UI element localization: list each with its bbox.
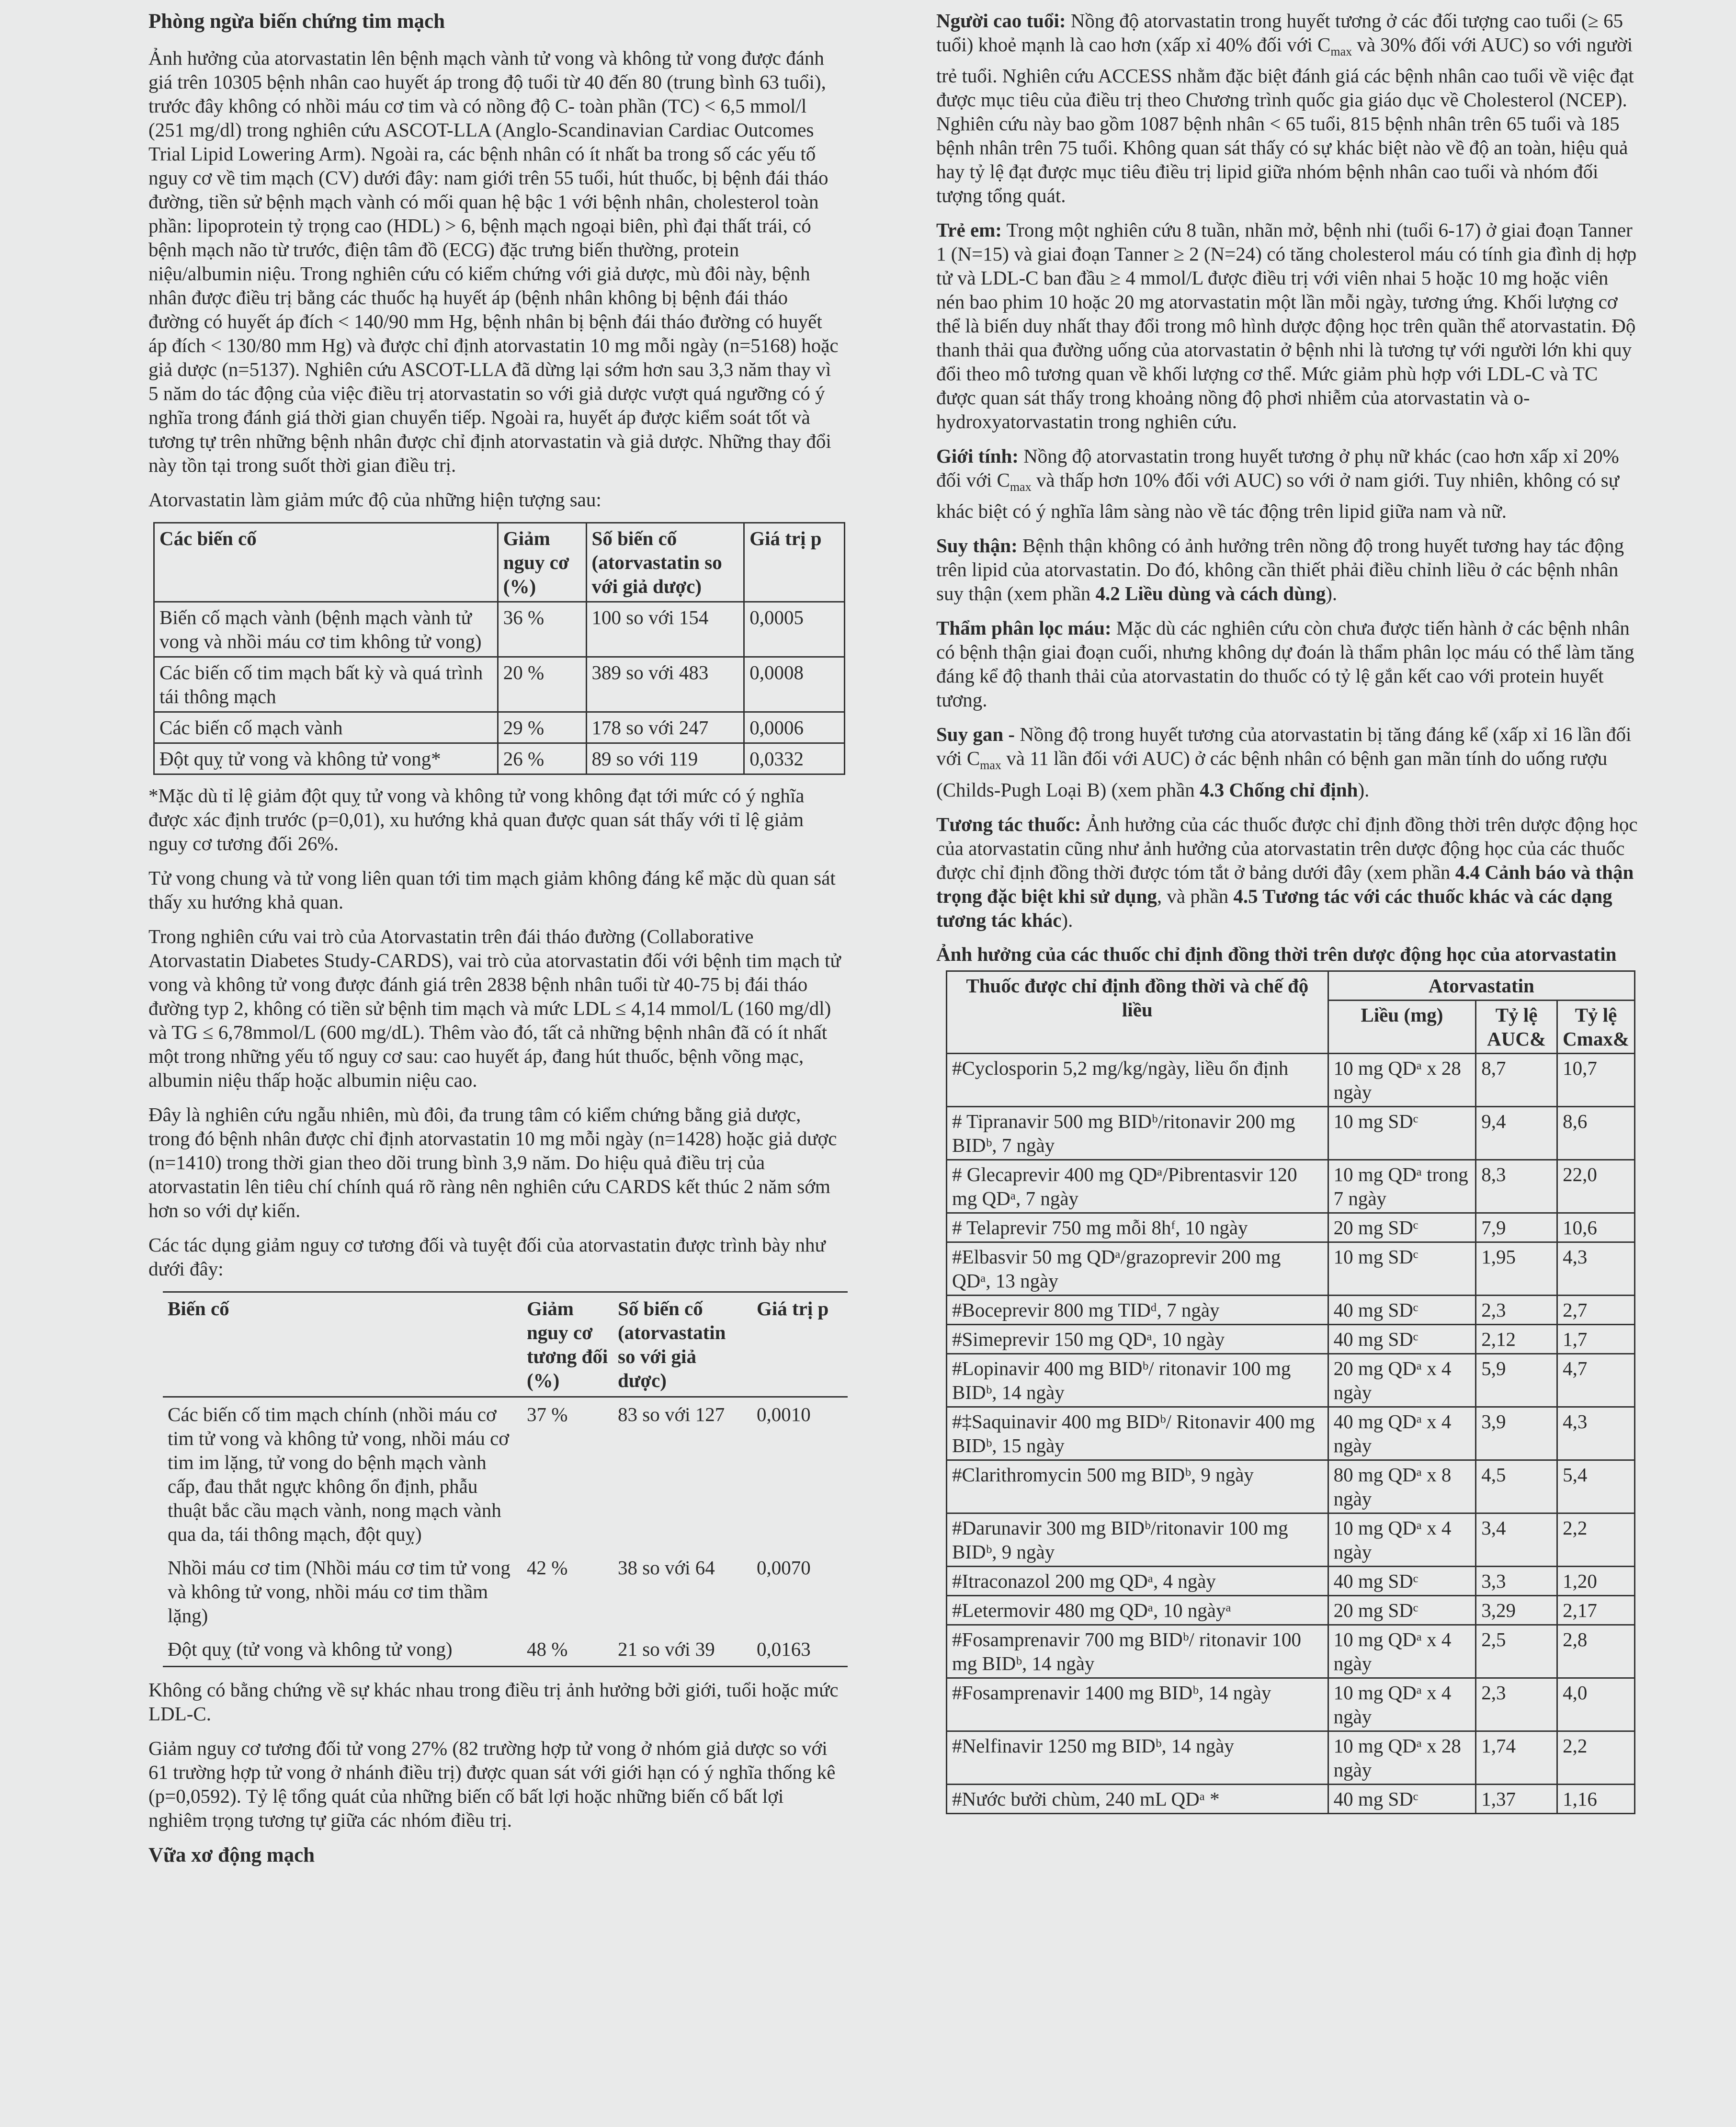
text-children: Trong một nghiên cứu 8 tuần, nhãn mở, bệnh nhi (tuổi 6-17) ở giai đoạn Tanner 1 (N=15) và giai đoạn Tanner ≥ 2 (N=24) có tăng cholesterol máu có tính gia đình dị hợp tử và LDL-C ban đầu ≥ 4 mmol/L được điều trị với viên nhai 5 hoặc 10 mg hoặc viên nén bao phim 10 hoặc 20 mg atorvastatin một lần mỗi ngày, tương ứng. Khối lượng cơ thể là biến duy nhất thay đổi trong mô hình dược động học trên quần thể atorvastatin. Độ thanh thải qua đường uống của atorvastatin ở bệnh nhi là tương tự với người lớn khi quy đổi theo mô tương quan về khối lượng cơ thể. Mức giảm phù hợp với LDL-C và TC được quan sát thấy trong khoảng nồng độ phơi nhiễm của atorvastatin và o-hydroxyatorvastatin trong nghiên cứu. bbox=[936, 219, 1637, 433]
table-header-cell: Giảm nguy cơ (%) bbox=[498, 523, 586, 602]
table-cell: 0,0010 bbox=[757, 1403, 811, 1425]
table-cell: 1,95 bbox=[1476, 1242, 1557, 1295]
table-cell: # Tipranavir 500 mg BIDᵇ/ritonavir 200 mg BIDᵇ, 7 ngày bbox=[947, 1106, 1328, 1160]
ref-interactions: 4.5 Tương tác với các thuốc khác và các dạng tương tác khác bbox=[936, 885, 1612, 931]
table-cards-events bbox=[163, 1291, 848, 1667]
subscript-max: max bbox=[1330, 45, 1352, 59]
table-cell: 10 mg QDᵃ x 4 ngày bbox=[1328, 1678, 1476, 1731]
table-header-cell: Giảm nguy cơ tương đối (%) bbox=[522, 1292, 613, 1397]
table-cell: 2,8 bbox=[1557, 1625, 1635, 1678]
table-cell: #Darunavir 300 mg BIDᵇ/ritonavir 100 mg BIDᵇ, 9 ngày bbox=[947, 1513, 1328, 1566]
text-elderly-b: và 30% đối với AUC) so với người trẻ tuổi. Nghiên cứu ACCESS nhằm đặc biệt đánh giá các bệnh nhân cao tuổi về việc đạt được mục tiêu của điều trị theo Chương trình quốc gia giáo dục về Cholesterol (NCEP). Nghiên cứu này bao gồm 1087 bệnh nhân < 65 tuổi, 815 bệnh nhân trên 65 tuổi và 185 bệnh nhân trên 75 tuổi. Không quan sát thấy có sự khác biệt nào về độ an toàn, hiệu quả hay tỷ lệ đạt được mục tiêu điều trị lipid giữa nhóm bệnh nhân cao tuổi và nhóm đối tượng tổng quát. bbox=[936, 34, 1634, 207]
table-cell: Đột quỵ tử vong và không tử vong* bbox=[154, 743, 498, 774]
table-header-cell: Giá trị p bbox=[744, 523, 845, 602]
table-cell: Các biến cố tim mạch bất kỳ và quá trình tái thông mạch bbox=[154, 657, 498, 712]
table-cell: 1,74 bbox=[1476, 1731, 1557, 1784]
table-cell: 2,7 bbox=[1557, 1295, 1635, 1324]
text-elderly-a: Nồng độ atorvastatin trong huyết tương ở các đối tượng cao tuổi (≥ 65 tuổi) khoẻ mạnh là cao hơn (xấp xỉ 40% đối với C bbox=[936, 10, 1623, 56]
paragraph-interactions bbox=[936, 812, 1640, 932]
table-cell: 10 mg QDᵃ trong 7 ngày bbox=[1328, 1160, 1476, 1213]
footnote-stroke: *Mặc dù tỉ lệ giảm đột quỵ tử vong và không tử vong không đạt tới mức có ý nghĩa được xác định trước (p=0,01), xu hướng khả quan được quan sát thấy với tỉ lệ giảm nguy cơ tương đối 26%. bbox=[148, 785, 805, 854]
table-cell: # Glecaprevir 400 mg QDᵃ/Pibrentasvir 120 mg QDᵃ, 7 ngày bbox=[947, 1160, 1328, 1213]
table-cell: 1,37 bbox=[1476, 1784, 1557, 1813]
paragraph-elderly bbox=[936, 9, 1640, 207]
paragraph-no-difference: Không có bằng chứng về sự khác nhau trong điều trị ảnh hưởng bởi giới, tuổi hoặc mức LDL-C. bbox=[148, 1679, 839, 1725]
table-cell: 29 % bbox=[498, 712, 586, 743]
table1-intro: Atorvastatin làm giảm mức độ của những hiện tượng sau: bbox=[148, 489, 601, 511]
table-cell: 2,17 bbox=[1557, 1595, 1635, 1625]
text-interactions: Ảnh hưởng của các thuốc được chỉ định đồng thời trên dược động học của atorvastatin cũng như ảnh hưởng của atorvastatin trên dược động học của các thuốc được chỉ định đồng thời được tóm tắt ở bảng dưới đây (xem phần bbox=[936, 813, 1638, 883]
table-cell: 10 mg SDᶜ bbox=[1328, 1242, 1476, 1295]
label-renal: Suy thận: bbox=[936, 535, 1018, 557]
paragraph-cards-design: Đây là nghiên cứu ngẫu nhiên, mù đôi, đa trung tâm có kiểm chứng bằng giả dược, trong đó bệnh nhân được chỉ định atorvastatin 10 mg mỗi ngày (n=1428) hoặc giả dược (n=1410) trong thời gian theo dõi trung bình 3,9 năm. Do hiệu quả điều trị của atorvastatin lên tiêu chí chính quá rõ ràng nên nghiên cứu CARDS kết thúc 2 năm sớm hơn so với dự kiến. bbox=[148, 1103, 837, 1221]
table-cell: 8,7 bbox=[1476, 1053, 1557, 1106]
table-cell: 10 mg SDᶜ bbox=[1328, 1106, 1476, 1160]
table-ascot-events bbox=[153, 522, 845, 775]
table-row bbox=[947, 1160, 1635, 1213]
table3-title: Ảnh hưởng của các thuốc chỉ định đồng thời trên dược động học của atorvastatin bbox=[936, 943, 1617, 965]
table-cell: #Nelfinavir 1250 mg BIDᵇ, 14 ngày bbox=[947, 1731, 1328, 1784]
text-renal: Bệnh thận không có ảnh hưởng trên nồng độ trong huyết tương hay tác động trên lipid của atorvastatin. Do đó, không cần thiết phải điều chỉnh liều ở các bệnh nhân suy thận (xem phần bbox=[936, 535, 1624, 605]
table-cell: 0,0006 bbox=[744, 712, 845, 743]
table-cell: #Fosamprenavir 700 mg BIDᵇ/ ritonavir 100 mg BIDᵇ, 14 ngày bbox=[947, 1625, 1328, 1678]
table-row bbox=[947, 1407, 1635, 1460]
text-gender-b: và thấp hơn 10% đối với AUC) so với ở nam giới. Tuy nhiên, không có sự khác biệt có ý nghĩa lâm sàng nào về tác động trên lipid giữa nam và nữ. bbox=[936, 469, 1619, 523]
table-row bbox=[163, 1397, 848, 1551]
table-cell: #Fosamprenavir 1400 mg BIDᵇ, 14 ngày bbox=[947, 1678, 1328, 1731]
paragraph-mortality: Tử vong chung và tử vong liên quan tới tim mạch giảm không đáng kể mặc dù quan sát thấy xu hướng khả quan. bbox=[148, 867, 836, 913]
table-cell: #‡Saquinavir 400 mg BIDᵇ/ Ritonavir 400 mg BIDᵇ, 15 ngày bbox=[947, 1407, 1328, 1460]
table-cell: 89 so với 119 bbox=[586, 743, 744, 774]
table-cell: #Letermovir 480 mg QDᵃ, 10 ngàyᵃ bbox=[947, 1595, 1328, 1625]
table-cell: 10 mg QDᵃ x 4 ngày bbox=[1328, 1513, 1476, 1566]
table-row bbox=[947, 1295, 1635, 1324]
text-hepatic-a: Nồng độ trong huyết tương của atorvastatin bị tăng đáng kể (xấp xỉ 16 lần đối với C bbox=[936, 723, 1632, 770]
table-row bbox=[947, 1053, 1635, 1106]
table-header-cell: Biến cố bbox=[163, 1292, 522, 1397]
table-header-drug: Thuốc được chỉ định đồng thời và chế độ liều bbox=[947, 971, 1328, 1053]
table-cell: 40 mg SDᶜ bbox=[1328, 1295, 1476, 1324]
table-header-row bbox=[163, 1292, 848, 1397]
table-cell: 2,3 bbox=[1476, 1678, 1557, 1731]
table-cell: 0,0070 bbox=[757, 1557, 811, 1579]
table-cell: #Nước bưởi chùm, 240 mL QDᵃ * bbox=[947, 1784, 1328, 1813]
table-cell: 389 so với 483 bbox=[586, 657, 744, 712]
left-column bbox=[148, 9, 843, 1880]
table-cell: 1,7 bbox=[1557, 1324, 1635, 1354]
table-row bbox=[947, 1513, 1635, 1566]
table-row bbox=[154, 743, 845, 774]
table-cell: 100 so với 154 bbox=[586, 602, 744, 657]
table-cell: 4,3 bbox=[1557, 1407, 1635, 1460]
table-cell: 7,9 bbox=[1476, 1213, 1557, 1242]
table-row bbox=[947, 1213, 1635, 1242]
table-header-cell: Số biến cố (atorvastatin so với giả dược) bbox=[613, 1292, 752, 1397]
right-column bbox=[936, 9, 1640, 1814]
table-cell: 48 % bbox=[522, 1632, 613, 1667]
table2-intro: Các tác dụng giảm nguy cơ tương đối và tuyệt đối của atorvastatin được trình bày như dưới đây: bbox=[148, 1234, 826, 1280]
table-cell: 2,5 bbox=[1476, 1625, 1557, 1678]
table-cell: 10 mg QDᵃ x 28 ngày bbox=[1328, 1731, 1476, 1784]
paragraph-children bbox=[936, 218, 1640, 433]
table-row bbox=[947, 1731, 1635, 1784]
table-row bbox=[947, 1324, 1635, 1354]
table-cell: 36 % bbox=[498, 602, 586, 657]
text-dialysis: Mặc dù các nghiên cứu còn chưa được tiến hành ở các bệnh nhân có bệnh thận giai đoạn cuối, nhưng không dự đoán là thẩm phân lọc máu có thể làm tăng đáng kể độ thanh thải của atorvastatin do thuốc có tỷ lệ gắn kết cao với protein huyết tương. bbox=[936, 617, 1634, 711]
text-interactions-mid: , và phần bbox=[1157, 885, 1234, 907]
text-interactions-end: ). bbox=[1061, 909, 1073, 931]
text-renal-end: ). bbox=[1326, 582, 1338, 605]
table-cell: 21 so với 39 bbox=[613, 1632, 752, 1667]
table-cell: 0,0008 bbox=[744, 657, 845, 712]
table-cell: 20 mg QDᵃ x 4 ngày bbox=[1328, 1354, 1476, 1407]
table-cell: 40 mg SDᶜ bbox=[1328, 1324, 1476, 1354]
paragraph-gender bbox=[936, 444, 1640, 523]
table-cell: 178 so với 247 bbox=[586, 712, 744, 743]
subscript-max: max bbox=[980, 758, 1001, 773]
table-cell: 5,9 bbox=[1476, 1354, 1557, 1407]
table-cell: 20 mg SDᶜ bbox=[1328, 1595, 1476, 1625]
table-cell: 8,3 bbox=[1476, 1160, 1557, 1213]
table-row bbox=[947, 1784, 1635, 1813]
subscript-max: max bbox=[1010, 480, 1032, 494]
ref-dosage: 4.2 Liều dùng và cách dùng bbox=[1095, 582, 1326, 605]
label-interactions: Tương tác thuốc: bbox=[936, 813, 1081, 835]
table-cell: 26 % bbox=[498, 743, 586, 774]
table-cell: 4,7 bbox=[1557, 1354, 1635, 1407]
table-row bbox=[154, 602, 845, 657]
table-header-dose: Liều (mg) bbox=[1328, 1000, 1476, 1053]
paragraph-ascot: Ảnh hưởng của atorvastatin lên bệnh mạch vành tử vong và không tử vong được đánh giá trên 10305 bệnh nhân cao huyết áp trong độ tuổi từ 40 đến 80 (trung bình 63 tuổi), trước đây không có nhồi máu cơ tim và có nồng độ C- toàn phần (TC) < 6,5 mmol/l (251 mg/dl) trong nghiên cứu ASCOT-LLA (Anglo-Scandinavian Cardiac Outcomes Trial Lipid Lowering Arm). Ngoài ra, các bệnh nhân có ít nhất ba trong số các yếu tố nguy cơ về tim mạch (CV) dưới đây: nam giới trên 55 tuổi, hút thuốc, bị bệnh đái tháo đường, tiền sử bệnh mạch vành có mối quan hệ bậc 1 với bệnh nhân, cholesterol toàn phần: lipoprotein tỷ trọng cao (HDL) > 6, bệnh mạch ngoại biên, phì đại thất trái, có bệnh mạch não từ trước, điện tâm đồ (ECG) đặc trưng biến thường, protein niệu/albumin niệu. Trong nghiên cứu có kiểm chứng với giả dược, mù đôi này, bệnh nhân được điều trị bằng các thuốc hạ huyết áp (bệnh nhân không bị bệnh đái tháo đường có huyết áp đích < 140/90 mm Hg, bệnh nhân bị bệnh đái tháo đường có huyết áp đích < 130/80 mm Hg) và được chỉ định atorvastatin 10 mg mỗi ngày (n=5168) hoặc giả dược (n=5137). Nghiên cứu ASCOT-LLA đã dừng lại sớm hơn sau 3,3 năm thay vì 5 năm do tác động của việc điều trị atorvastatin so với giả dược vượt quá ngưỡng có ý nghĩa trong đánh giá thời gian chuyển tiếp. Ngoài ra, huyết áp được kiểm soát tốt và tương tự trên những bệnh nhân được chỉ định atorvastatin và giả dược. Những thay đổi này tồn tại trong suốt thời gian điều trị. bbox=[148, 47, 839, 476]
table-header-cmax: Tỷ lệ Cmax& bbox=[1557, 1000, 1635, 1053]
table-cell: 5,4 bbox=[1557, 1460, 1635, 1513]
label-hepatic: Suy gan - bbox=[936, 723, 1015, 746]
table-cell: 40 mg QDᵃ x 4 ngày bbox=[1328, 1407, 1476, 1460]
table-cell: 3,29 bbox=[1476, 1595, 1557, 1625]
table-drug-interactions bbox=[946, 970, 1635, 1814]
table-cell: 20 % bbox=[498, 657, 586, 712]
table-cell: #Lopinavir 400 mg BIDᵇ/ ritonavir 100 mg BIDᵇ, 14 ngày bbox=[947, 1354, 1328, 1407]
table-row bbox=[947, 1566, 1635, 1595]
table-row bbox=[154, 712, 845, 743]
table-cell: 8,6 bbox=[1557, 1106, 1635, 1160]
table-row bbox=[163, 1551, 848, 1632]
table-row bbox=[163, 1632, 848, 1667]
table-cell: 83 so với 127 bbox=[618, 1403, 725, 1425]
table-cell: 0,0163 bbox=[752, 1632, 848, 1667]
table-cell: #Elbasvir 50 mg QDᵃ/grazoprevir 200 mg QDᵃ, 13 ngày bbox=[947, 1242, 1328, 1295]
table-row bbox=[947, 1678, 1635, 1731]
table-cell: 80 mg QDᵃ x 8 ngày bbox=[1328, 1460, 1476, 1513]
table-cell: 38 so với 64 bbox=[618, 1557, 715, 1579]
table-cell: 40 mg SDᶜ bbox=[1328, 1566, 1476, 1595]
table-row bbox=[947, 1625, 1635, 1678]
label-elderly: Người cao tuổi: bbox=[936, 10, 1066, 32]
table-cell: 1,20 bbox=[1557, 1566, 1635, 1595]
text-hepatic-b: và 11 lần đối với AUC) ở các bệnh nhân có bệnh gan mãn tính do uống rượu (Childs-Pugh Loại B) (xem phần bbox=[936, 747, 1608, 801]
heading-atherosclerosis: Vữa xơ động mạch bbox=[148, 1844, 315, 1866]
ref-warnings: 4.4 Cảnh báo và thận trọng đặc biệt khi sử dụng bbox=[936, 861, 1634, 907]
table-cell: 1,16 bbox=[1557, 1784, 1635, 1813]
table-row bbox=[947, 1354, 1635, 1407]
table-cell: 10 mg QDᵃ x 28 ngày bbox=[1328, 1053, 1476, 1106]
paragraph-hepatic bbox=[936, 722, 1640, 801]
table-cell: 20 mg SDᶜ bbox=[1328, 1213, 1476, 1242]
table-cell: 2,2 bbox=[1557, 1513, 1635, 1566]
text-gender-a: Nồng độ atorvastatin trong huyết tương ở phụ nữ khác (cao hơn xấp xỉ 20% đối với C bbox=[936, 445, 1619, 491]
table-cell: 3,4 bbox=[1476, 1513, 1557, 1566]
table-cell: 0,0332 bbox=[744, 743, 845, 774]
label-gender: Giới tính: bbox=[936, 445, 1019, 467]
table-cell: Các biến cố tim mạch chính (nhồi máu cơ tim tử vong và không tử vong, nhồi máu cơ tim im lặng, tử vong do bệnh mạch vành cấp, đau thắt ngực không ổn định, phẫu thuật bắc cầu mạch vành, nong mạch vành qua da, tái thông mạch, đột quỵ) bbox=[168, 1403, 509, 1545]
paragraph-mortality-reduction: Giảm nguy cơ tương đối tử vong 27% (82 trường hợp tử vong ở nhóm giả dược so với 61 trường hợp tử vong ở nhánh điều trị) được quan sát với giới hạn có ý nghĩa thống kê (p=0,0592). Tỷ lệ tổng quát của những biến cố bất lợi hoặc những biến cố bất lợi nghiêm trọng tương tự giữa các nhóm điều trị. bbox=[148, 1737, 836, 1831]
table-cell: 37 % bbox=[527, 1403, 568, 1425]
table-cell: Nhồi máu cơ tim (Nhồi máu cơ tim tử vong và không tử vong, nhồi máu cơ tim thầm lặng) bbox=[168, 1557, 511, 1627]
table-header-cell: Số biến cố (atorvastatin so với giả dược) bbox=[586, 523, 744, 602]
table-cell: # Telaprevir 750 mg mỗi 8hᶠ, 10 ngày bbox=[947, 1213, 1328, 1242]
table-cell: 4,3 bbox=[1557, 1242, 1635, 1295]
table-body bbox=[947, 1053, 1635, 1813]
table-cell: 2,12 bbox=[1476, 1324, 1557, 1354]
heading-cardiovascular-prevention: Phòng ngừa biến chứng tim mạch bbox=[148, 10, 445, 33]
label-dialysis: Thẩm phân lọc máu: bbox=[936, 617, 1112, 639]
table-cell: 10,6 bbox=[1557, 1213, 1635, 1242]
paragraph-dialysis bbox=[936, 616, 1640, 712]
table-cell: #Clarithromycin 500 mg BIDᵇ, 9 ngày bbox=[947, 1460, 1328, 1513]
table-cell: Các biến cố mạch vành bbox=[154, 712, 498, 743]
text-hepatic-end: ). bbox=[1358, 778, 1370, 801]
table-row bbox=[947, 1242, 1635, 1295]
table-header-auc: Tỷ lệ AUC& bbox=[1476, 1000, 1557, 1053]
table-cell: 10 mg QDᵃ x 4 ngày bbox=[1328, 1625, 1476, 1678]
table-row bbox=[947, 1595, 1635, 1625]
table-cell: 4,5 bbox=[1476, 1460, 1557, 1513]
paragraph-renal bbox=[936, 534, 1640, 605]
table-row bbox=[947, 1106, 1635, 1160]
table-cell: 2,2 bbox=[1557, 1731, 1635, 1784]
table-cell: #Itraconazol 200 mg QDᵃ, 4 ngày bbox=[947, 1566, 1328, 1595]
table-cell: 0,0005 bbox=[744, 602, 845, 657]
table-cell: #Boceprevir 800 mg TIDᵈ, 7 ngày bbox=[947, 1295, 1328, 1324]
table-cell: Đột quỵ (tử vong và không tử vong) bbox=[163, 1632, 522, 1667]
table-cell: 9,4 bbox=[1476, 1106, 1557, 1160]
table-cell: 3,3 bbox=[1476, 1566, 1557, 1595]
table-header-row bbox=[947, 971, 1635, 1000]
table-cell: 42 % bbox=[527, 1557, 568, 1579]
table-cell: 2,3 bbox=[1476, 1295, 1557, 1324]
table-row bbox=[154, 657, 845, 712]
ref-contraindication: 4.3 Chống chỉ định bbox=[1200, 778, 1358, 801]
table-header-atorvastatin: Atorvastatin bbox=[1328, 971, 1634, 1000]
table-cell: 22,0 bbox=[1557, 1160, 1635, 1213]
paragraph-cards: Trong nghiên cứu vai trò của Atorvastatin trên đái tháo đường (Collaborative Atorvastatin Diabetes Study-CARDS), vai trò của atorvastatin đối với bệnh tim mạch tử vong và không tử vong được đánh giá trên 2838 bệnh nhân tuổi từ 40-75 bị đái tháo đường typ 2, không có tiền sử bệnh tim mạch và mức LDL ≤ 4,14 mmol/L (160 mg/dl) và TG ≤ 6,78mmol/L (600 mg/dL). Thêm vào đó, tất cả những bệnh nhân đã có ít nhất một trong những yếu tố nguy cơ sau: cao huyết áp, đang hút thuốc, bệnh võng mạc, albumin niệu thấp hoặc albumin niệu cao. bbox=[148, 925, 841, 1091]
table-cell: 10,7 bbox=[1557, 1053, 1635, 1106]
table-cell: 40 mg SDᶜ bbox=[1328, 1784, 1476, 1813]
table-row bbox=[947, 1460, 1635, 1513]
table-header-cell: Các biến cố bbox=[154, 523, 498, 602]
table-header-cell: Giá trị p bbox=[752, 1292, 848, 1397]
label-children: Trẻ em: bbox=[936, 219, 1002, 241]
table-cell: 4,0 bbox=[1557, 1678, 1635, 1731]
table-cell: #Simeprevir 150 mg QDᵃ, 10 ngày bbox=[947, 1324, 1328, 1354]
table-cell: 3,9 bbox=[1476, 1407, 1557, 1460]
table-cell: #Cyclosporin 5,2 mg/kg/ngày, liều ổn định bbox=[947, 1053, 1328, 1106]
table-header-row bbox=[154, 523, 845, 602]
table-cell: Biến cố mạch vành (bệnh mạch vành tử vong và nhồi máu cơ tim không tử vong) bbox=[154, 602, 498, 657]
